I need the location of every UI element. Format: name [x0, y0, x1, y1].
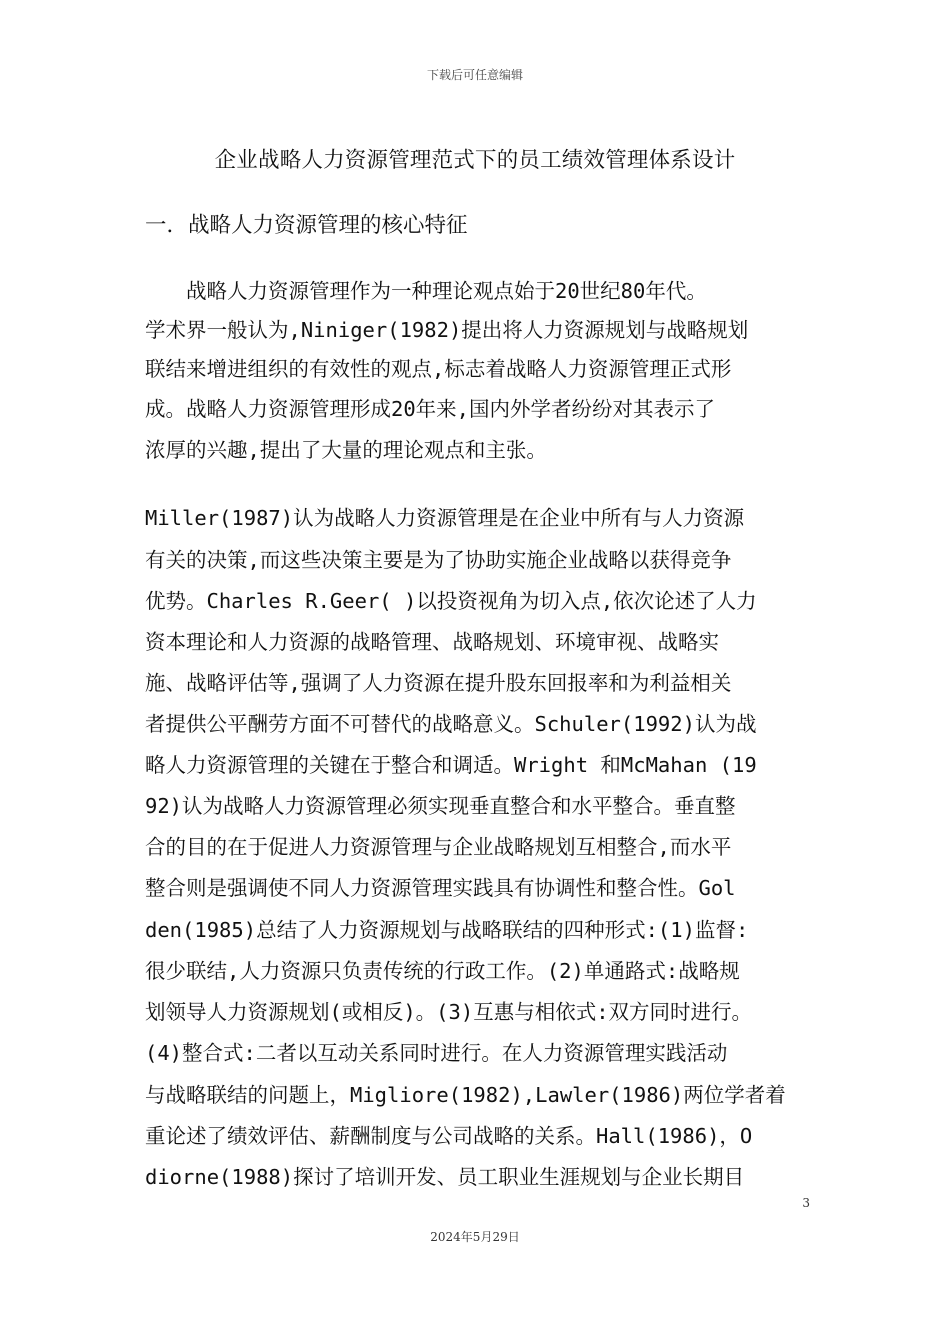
body-line: 联结来增进组织的有效性的观点,标志着战略人力资源管理正式形 [145, 357, 732, 381]
body-line: 施、战略评估等,强调了人力资源在提升股东回报率和为利益相关 [145, 671, 732, 695]
body-line: 整合则是强调使不同人力资源管理实践具有协调性和整合性。Gol [145, 876, 736, 900]
body-line: 92)认为战略人力资源管理必须实现垂直整合和水平整合。垂直整 [145, 794, 736, 818]
body-line: 很少联结,人力资源只负责传统的行政工作。(2)单通路式:战略规 [145, 959, 740, 983]
body-line: 资本理论和人力资源的战略管理、战略规划、环境审视、战略实 [145, 630, 719, 654]
body-line: den(1985)总结了人力资源规划与战略联结的四种形式:(1)监督: [145, 918, 749, 942]
footer-date: 2024年5月29日 [430, 1230, 520, 1244]
body-line: 有关的决策,而这些决策主要是为了协助实施企业战略以获得竞争 [145, 548, 732, 572]
body-line: 者提供公平酬劳方面不可替代的战略意义。Schuler(1992)认为战 [145, 712, 757, 736]
section-heading: 一．战略人力资源管理的核心特征 [145, 213, 468, 238]
body-line: 重论述了绩效评估、薪酬制度与公司战略的关系。Hall(1986)，O [145, 1124, 753, 1148]
body-line: 与战略联结的问题上，Migliore(1982),Lawler(1986)两位学者着 [145, 1083, 786, 1107]
body-line: 合的目的在于促进人力资源管理与企业战略规划互相整合,而水平 [145, 835, 732, 859]
body-line: 略人力资源管理的关键在于整合和调适。Wright 和McMahan (19 [145, 753, 757, 777]
body-line: 成。战略人力资源管理形成20年来,国内外学者纷纷对其表示了 [145, 397, 716, 421]
page-number: 3 [802, 1196, 810, 1210]
body-line: 学术界一般认为,Niniger(1982)提出将人力资源规划与战略规划 [145, 318, 749, 342]
body-line: Miller(1987)认为战略人力资源管理是在企业中所有与人力资源 [145, 506, 745, 530]
header-note: 下载后可任意编辑 [426, 68, 523, 82]
body-line: diorne(1988)探讨了培训开发、员工职业生涯规划与企业长期目 [145, 1165, 745, 1189]
body-line: 战略人力资源管理作为一种理论观点始于20世纪80年代。 [145, 279, 707, 303]
body-line: 优势。Charles R.Geer( )以投资视角为切入点,依次论述了人力 [145, 589, 757, 613]
body-line: (4)整合式:二者以互动关系同时进行。在人力资源管理实践活动 [145, 1041, 728, 1065]
body-line: 划领导人力资源规划(或相反)。(3)互惠与相依式:双方同时进行。 [145, 1000, 753, 1024]
body-line: 浓厚的兴趣,提出了大量的理论观点和主张。 [145, 438, 547, 462]
page-title: 企业战略人力资源管理范式下的员工绩效管理体系设计 [214, 148, 736, 173]
